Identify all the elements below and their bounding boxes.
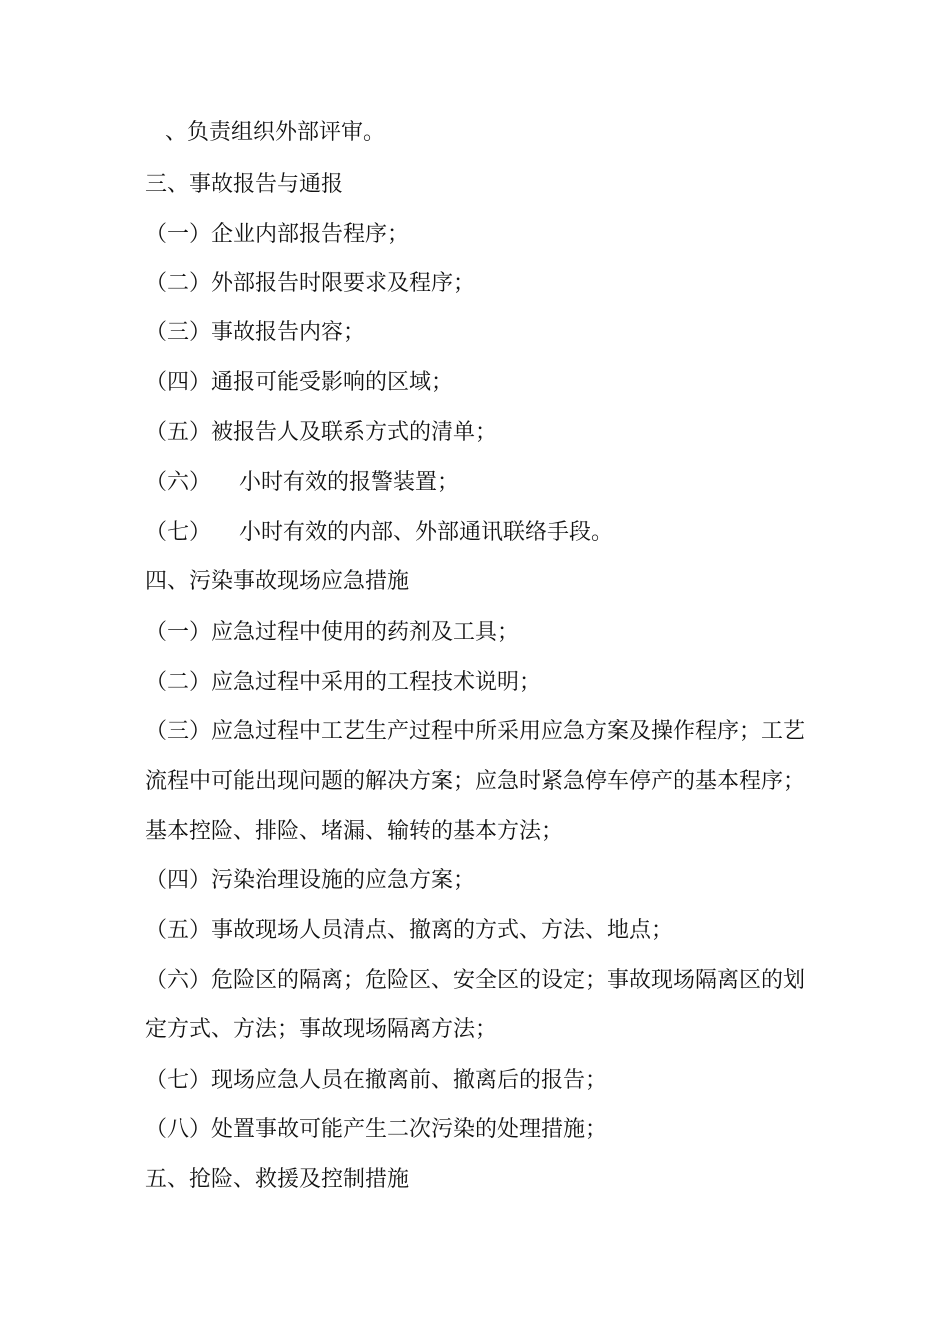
- line-text: （五）事故现场人员清点、撤离的方式、方法、地点；: [145, 918, 674, 943]
- list-item: [145, 866, 825, 896]
- line-text: 流程中可能出现问题的解决方案；应急时紧急停车停产的基本程序；: [145, 769, 806, 794]
- line-text: （四）通报可能受影响的区域；: [145, 370, 454, 395]
- list-prefix: （七）: [145, 520, 212, 545]
- list-item: [145, 318, 825, 348]
- line-text: 基本控险、排险、堵漏、输转的基本方法；: [145, 819, 564, 844]
- line-text: 小时有效的报警装置；: [239, 470, 460, 495]
- line-text: 小时有效的内部、外部通讯联络手段。: [239, 520, 614, 545]
- section-heading: [145, 170, 825, 200]
- list-item: [145, 418, 825, 448]
- list-item: [145, 916, 825, 946]
- line-text: （四）污染治理设施的应急方案；: [145, 868, 476, 893]
- list-item: [145, 368, 825, 398]
- line-text: 、负责组织外部评审。: [165, 120, 386, 145]
- section-heading: [145, 1165, 825, 1195]
- heading-text: 四、污染事故现场应急措施: [145, 569, 410, 594]
- list-item: [145, 717, 825, 747]
- text-line: [145, 118, 825, 148]
- list-item: [145, 618, 825, 648]
- heading-text: 三、事故报告与通报: [145, 172, 344, 197]
- text-line: [145, 817, 825, 847]
- text-line: [145, 767, 825, 797]
- line-text: （七）现场应急人员在撤离前、撤离后的报告；: [145, 1068, 608, 1093]
- line-text: （一）企业内部报告程序；: [145, 222, 410, 247]
- line-text: （二）外部报告时限要求及程序；: [145, 271, 476, 296]
- line-text: （六）危险区的隔离；危险区、安全区的设定；事故现场隔离区的划: [145, 968, 806, 993]
- heading-text: 五、抢险、救援及控制措施: [145, 1167, 410, 1192]
- section-heading: [145, 567, 825, 597]
- line-text: 定方式、方法；事故现场隔离方法；: [145, 1017, 498, 1042]
- list-item: [145, 1066, 825, 1096]
- line-text: （三）应急过程中工艺生产过程中所采用应急方案及操作程序；工艺: [145, 719, 806, 744]
- line-text: （八）处置事故可能产生二次污染的处理措施；: [145, 1117, 608, 1142]
- line-text: （二）应急过程中采用的工程技术说明；: [145, 670, 542, 695]
- line-text: （一）应急过程中使用的药剂及工具；: [145, 620, 520, 645]
- list-item: [145, 518, 825, 548]
- list-item: [145, 966, 825, 996]
- list-prefix: （六）: [145, 470, 212, 495]
- list-item: [145, 1115, 825, 1145]
- line-text: （三）事故报告内容；: [145, 320, 366, 345]
- list-item: [145, 668, 825, 698]
- list-item: [145, 468, 825, 498]
- list-item: [145, 220, 825, 250]
- line-text: （五）被报告人及联系方式的清单；: [145, 420, 498, 445]
- list-item: [145, 269, 825, 299]
- text-line: [145, 1015, 825, 1045]
